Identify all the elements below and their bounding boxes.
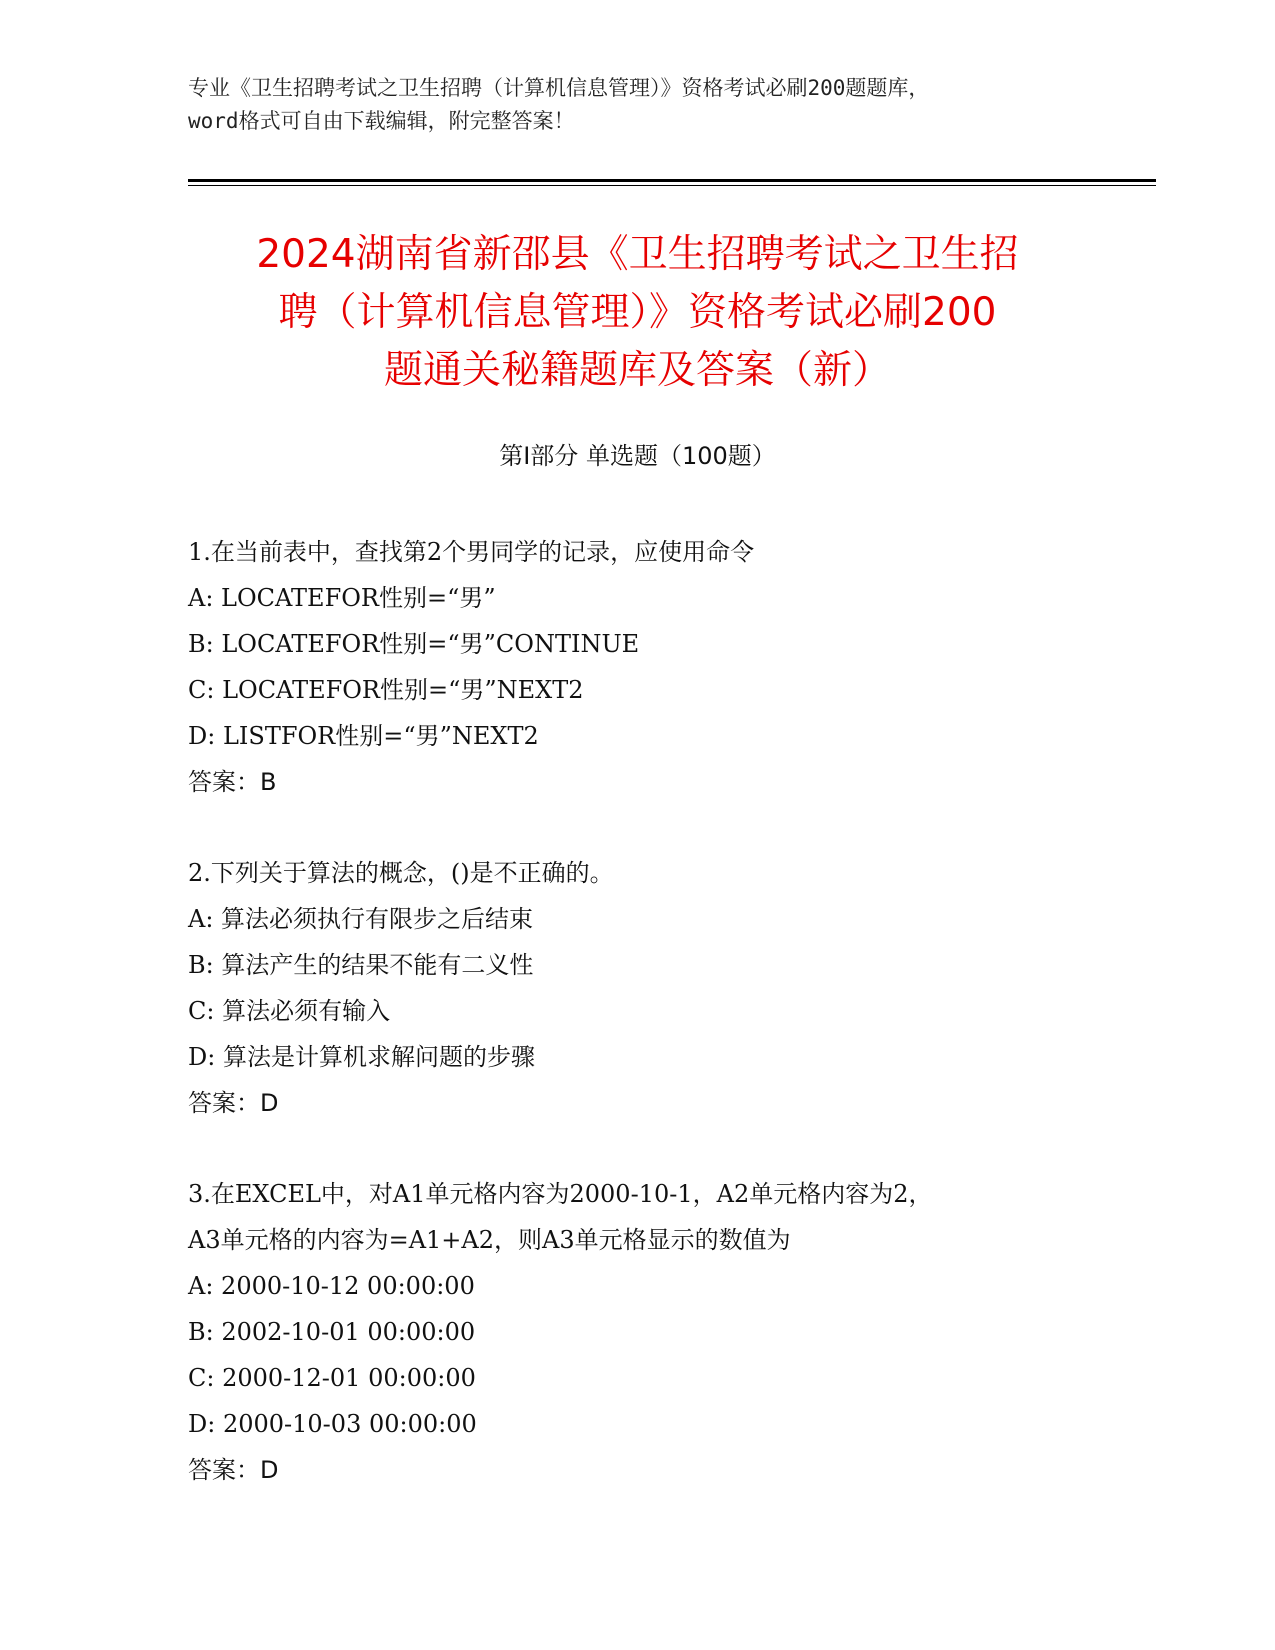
header-note-line-1: 专业《卫生招聘考试之卫生招聘（计算机信息管理）》资格考试必刷200题题库， bbox=[188, 76, 930, 100]
document-title-line-2: 聘（计算机信息管理）》资格考试必刷200 bbox=[278, 290, 997, 335]
question-2 bbox=[188, 850, 1108, 1126]
header-note bbox=[188, 72, 1088, 138]
header-note-line-2: word格式可自由下载编辑，附完整答案！ bbox=[188, 109, 575, 133]
document-title-line-1: 2024湖南省新邵县《卫生招聘考试之卫生招 bbox=[256, 232, 1019, 277]
document-title-line-3: 题通关秘籍题库及答案（新） bbox=[383, 348, 891, 393]
question-stem: 2.下列关于算法的概念，()是不正确的。 bbox=[188, 859, 614, 887]
document-title bbox=[150, 226, 1125, 400]
option-d: D: 算法是计算机求解问题的步骤 bbox=[188, 1043, 535, 1071]
answer: 答案：B bbox=[188, 768, 277, 796]
question-stem-line-1: 3.在EXCEL中，对A1单元格内容为2000-10-1，A2单元格内容为2， bbox=[188, 1180, 933, 1208]
header-divider-thin bbox=[188, 185, 1156, 186]
option-a: A: 2000-10-12 00:00:00 bbox=[188, 1272, 475, 1300]
option-a: A: 算法必须执行有限步之后结束 bbox=[188, 905, 534, 933]
option-c: C: 2000-12-01 00:00:00 bbox=[188, 1364, 476, 1392]
section-title: 第Ⅰ部分 单选题（100题） bbox=[499, 442, 776, 470]
question-1 bbox=[188, 529, 1108, 805]
option-b: B: 2002-10-01 00:00:00 bbox=[188, 1318, 476, 1346]
answer: 答案：D bbox=[188, 1456, 279, 1484]
question-list bbox=[188, 529, 1108, 1538]
option-b: B: LOCATEFOR性别=“男”CONTINUE bbox=[188, 630, 640, 658]
question-stem: 1.在当前表中，查找第2个男同学的记录，应使用命令 bbox=[188, 538, 755, 566]
option-c: C: LOCATEFOR性别=“男”NEXT2 bbox=[188, 676, 584, 704]
header-divider-thick bbox=[188, 179, 1156, 182]
option-d: D: 2000-10-03 00:00:00 bbox=[188, 1410, 477, 1438]
option-c: C: 算法必须有输入 bbox=[188, 997, 391, 1025]
question-stem-line-2: A3单元格的内容为=A1+A2，则A3单元格显示的数值为 bbox=[188, 1226, 791, 1254]
option-a: A: LOCATEFOR性别=“男” bbox=[188, 584, 496, 612]
question-3 bbox=[188, 1171, 1108, 1493]
option-b: B: 算法产生的结果不能有二义性 bbox=[188, 951, 534, 979]
answer: 答案：D bbox=[188, 1089, 279, 1117]
option-d: D: LISTFOR性别=“男”NEXT2 bbox=[188, 722, 539, 750]
